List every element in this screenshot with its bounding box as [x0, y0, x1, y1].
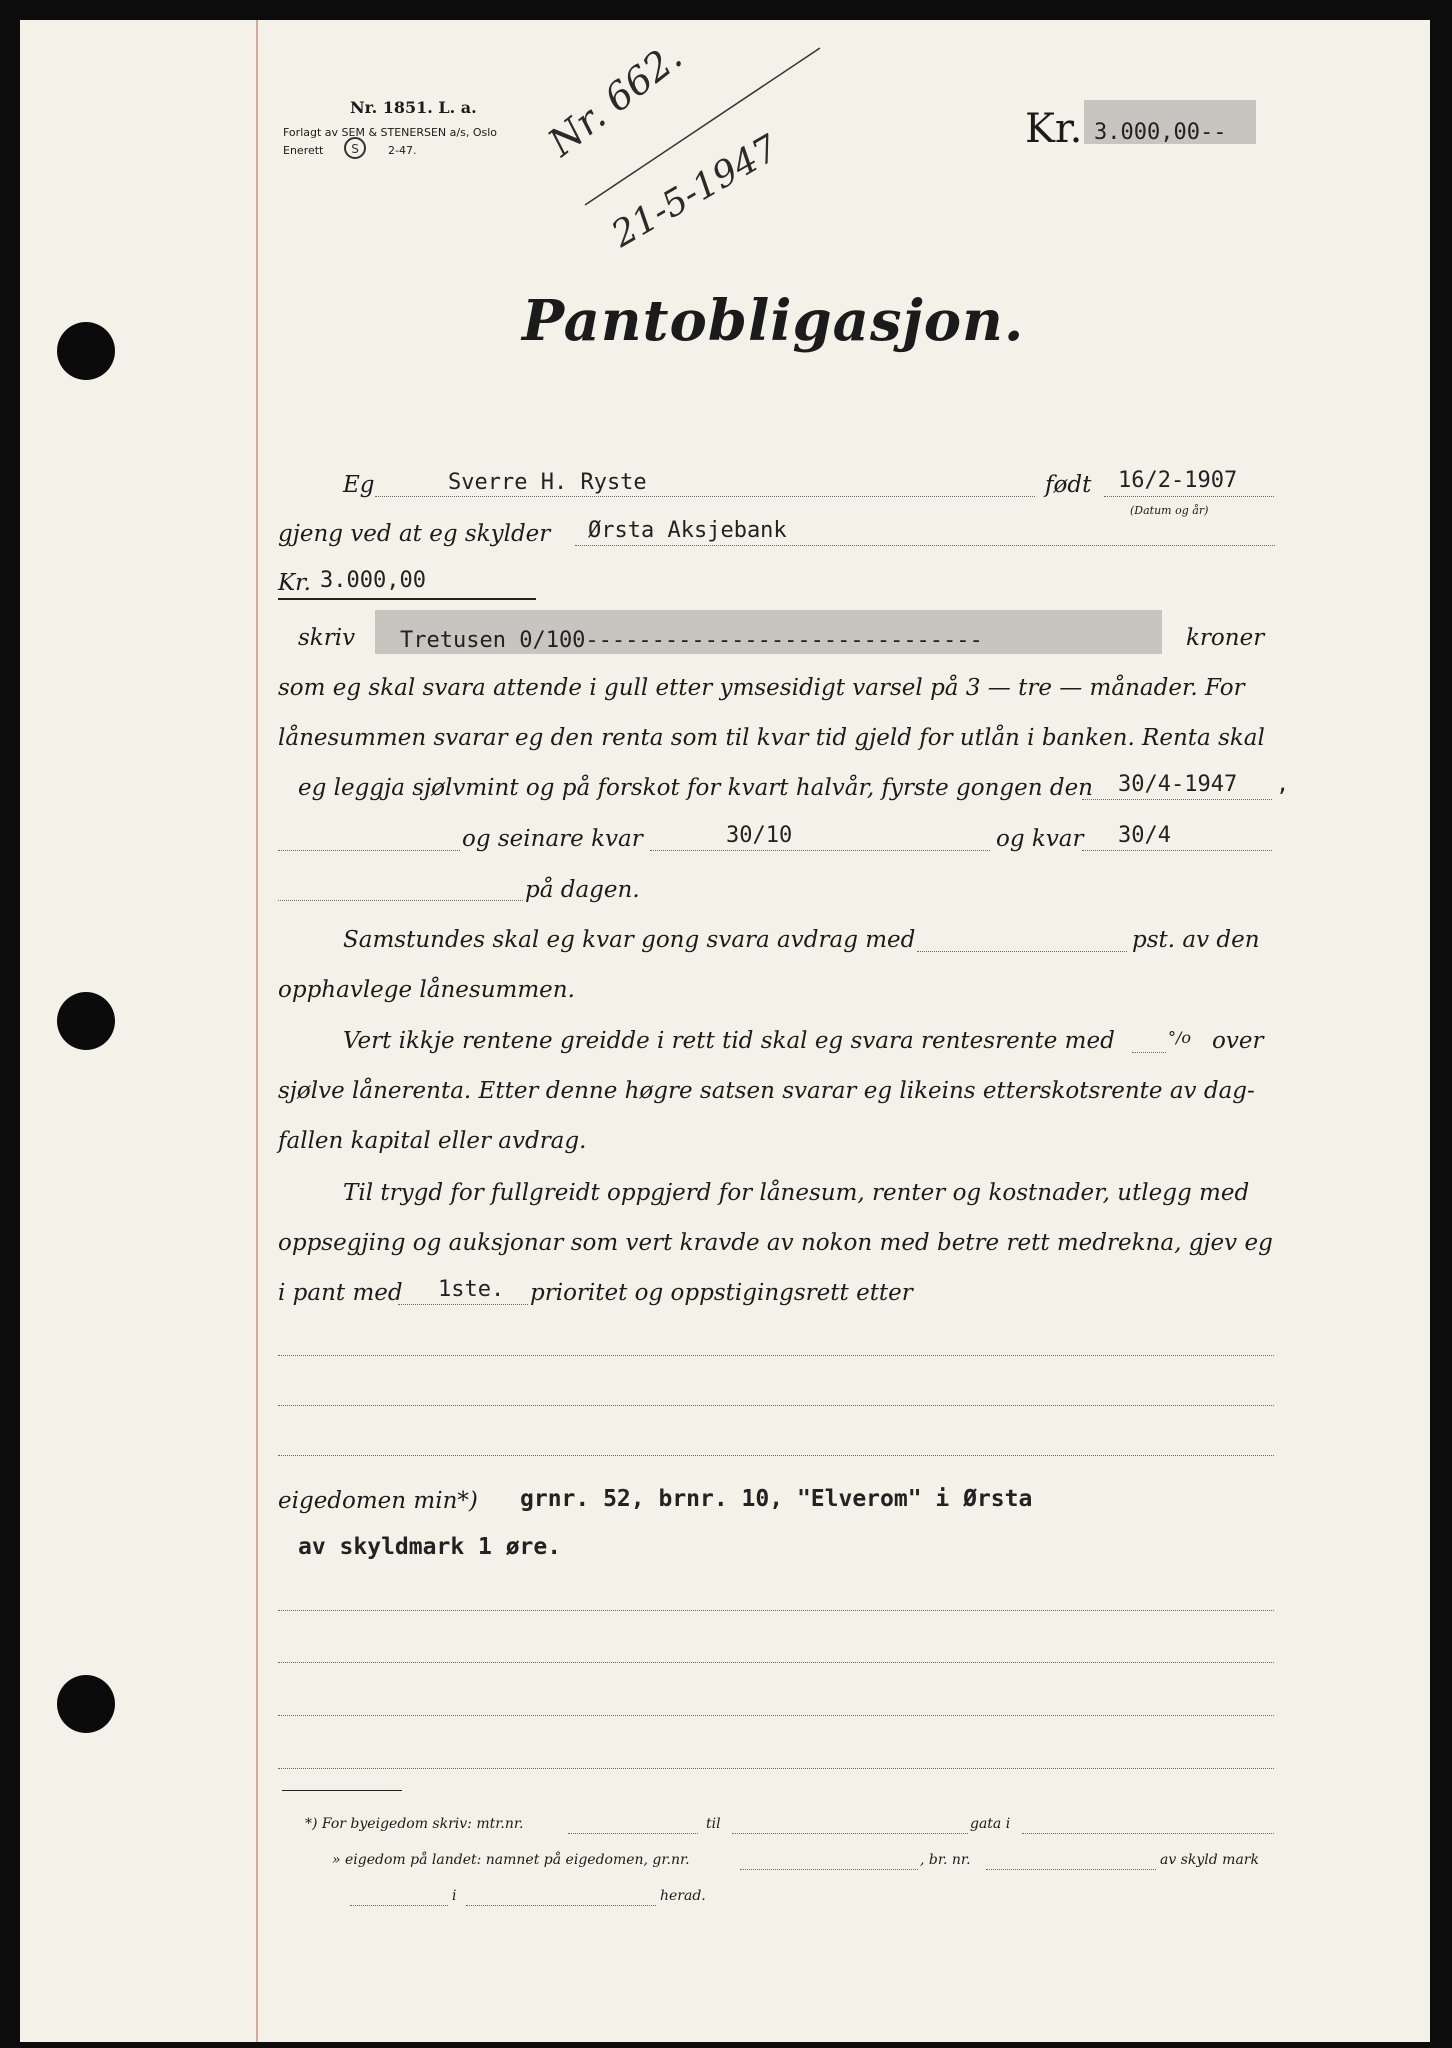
fill-line [1022, 1833, 1274, 1834]
debtor-name: Sverre H. Ryste [448, 470, 647, 495]
punch-hole [57, 992, 115, 1050]
property-line-2: av skyldmark 1 øre. [298, 1534, 562, 1560]
later-date-1: 30/10 [726, 823, 793, 848]
eg-label: Eg [343, 472, 375, 498]
handwritten-slash-icon [580, 40, 840, 210]
birth-date: 16/2-1907 [1118, 468, 1238, 493]
fill-line [375, 496, 1035, 497]
fill-line [278, 1715, 1274, 1716]
p1-line2: lånesummen svarar eg den renta som til kvar tid gjeld for utlån i banken. Renta skal [278, 725, 1265, 751]
fill-line [575, 545, 1275, 546]
fill-line [278, 1662, 1274, 1663]
born-label: født [1045, 472, 1092, 498]
underline [278, 598, 536, 600]
handwritten-date: 21-5-1947 [605, 127, 786, 256]
p2-line1b: pst. av den [1132, 927, 1260, 953]
footnote-line1-b: til [706, 1816, 721, 1832]
p3-line1a: Vert ikkje rentene greidde i rett tid skal eg svara rentesrente med [343, 1028, 1115, 1054]
fill-line [650, 850, 990, 851]
p3-percent: °/o [1168, 1028, 1192, 1047]
og-kvar-label: og kvar [996, 826, 1084, 852]
footnote-line1-c: gata i [970, 1816, 1011, 1832]
owes-label: gjeng ved at eg skylder [278, 521, 551, 547]
margin-rule [256, 20, 258, 2042]
edition-label: 2-47. [388, 144, 417, 157]
fill-line [466, 1905, 656, 1906]
p1-line1: som eg skal svara attende i gull etter ymsesidigt varsel på 3 — tre — månader. For [278, 675, 1245, 701]
fill-line [917, 951, 1127, 952]
skriv-label: skriv [298, 625, 356, 651]
amount-header-value: 3.000,00-- [1094, 120, 1227, 145]
kr-label: Kr. [278, 570, 311, 596]
date-hint: (Datum og år) [1130, 504, 1209, 517]
footnote-line2-c: av skyld mark [1160, 1852, 1259, 1868]
paa-dagen: på dagen. [525, 877, 640, 903]
handwritten-ref-number: Nr. 662. [540, 33, 691, 165]
footnote-line1-a: *) For byeigedom skriv: mtr.nr. [305, 1816, 524, 1832]
fill-line [986, 1869, 1156, 1870]
fill-line [1132, 1052, 1166, 1053]
fill-line [1082, 799, 1272, 800]
first-date-comma: , [1276, 772, 1290, 797]
form-number: Nr. 1851. L. a. [350, 98, 477, 117]
p4-line2: oppsegjing og auksjonar som vert kravde av nokon med betre rett medrekna, gjev eg [278, 1230, 1273, 1256]
og-seinare-label: og seinare kvar [462, 826, 643, 852]
amount-numeric: 3.000,00 [320, 568, 426, 593]
fill-line [278, 1768, 1274, 1769]
amount-prefix: Kr. [1025, 106, 1083, 152]
amount-words: Tretusen 0/100------------------------------ [400, 628, 983, 653]
fill-line [732, 1833, 968, 1834]
fill-line [350, 1905, 448, 1906]
fill-line [278, 850, 460, 851]
footnote-line3-a: i [452, 1888, 457, 1904]
property-line-1: grnr. 52, brnr. 10, "Elverom" i Ørsta [520, 1486, 1033, 1512]
p2-line2: opphavlege lånesummen. [278, 977, 575, 1003]
fill-line [278, 1355, 1274, 1356]
footnote-line2-a: » eigedom på landet: namnet på eigedomen, gr.nr. [332, 1852, 690, 1868]
fill-line [1104, 496, 1274, 497]
later-date-2: 30/4 [1118, 823, 1171, 848]
fill-line [278, 900, 523, 901]
creditor-name: Ørsta Aksjebank [588, 518, 787, 543]
kroner-label: kroner [1186, 625, 1265, 651]
fill-line [278, 1455, 1274, 1456]
priority: 1ste. [438, 1277, 505, 1302]
p4-line3a: i pant med [278, 1280, 403, 1306]
property-label: eigedomen min*) [278, 1488, 478, 1514]
footnote-rule [282, 1790, 402, 1791]
fill-line [278, 1610, 1274, 1611]
document-title: Pantobligasjon. [522, 288, 1025, 354]
p3-line1b: over [1212, 1028, 1264, 1054]
publisher-logo-icon [342, 136, 368, 160]
publisher-line: Forlagt av SEM & STENERSEN a/s, Oslo [283, 126, 497, 139]
fill-line [398, 1304, 528, 1305]
footnote-line2-b: , br. nr. [920, 1852, 971, 1868]
fill-line [278, 1405, 1274, 1406]
p3-line2: sjølve lånerenta. Etter denne høgre satsen svarar eg likeins etterskotsrente av dag- [278, 1078, 1255, 1104]
fill-line [740, 1869, 918, 1870]
punch-hole [57, 1675, 115, 1733]
copyright-label: Enerett [283, 144, 324, 157]
p2-line1a: Samstundes skal eg kvar gong svara avdrag med [343, 927, 916, 953]
fill-line [568, 1833, 698, 1834]
first-date: 30/4-1947 [1118, 772, 1238, 797]
p4-line1: Til trygd for fullgreidt oppgjerd for lånesum, renter og kostnader, utlegg med [343, 1180, 1250, 1206]
document-page [20, 20, 1430, 2042]
svg-text:S: S [351, 142, 359, 156]
fill-line [1082, 850, 1272, 851]
footnote-line3-b: herad. [660, 1888, 706, 1904]
p4-line3b: prioritet og oppstigingsrett etter [530, 1280, 913, 1306]
punch-hole [57, 322, 115, 380]
p3-line3: fallen kapital eller avdrag. [278, 1128, 587, 1154]
p1-line3: eg leggja sjølvmint og på forskot for kvart halvår, fyrste gongen den [298, 775, 1093, 801]
